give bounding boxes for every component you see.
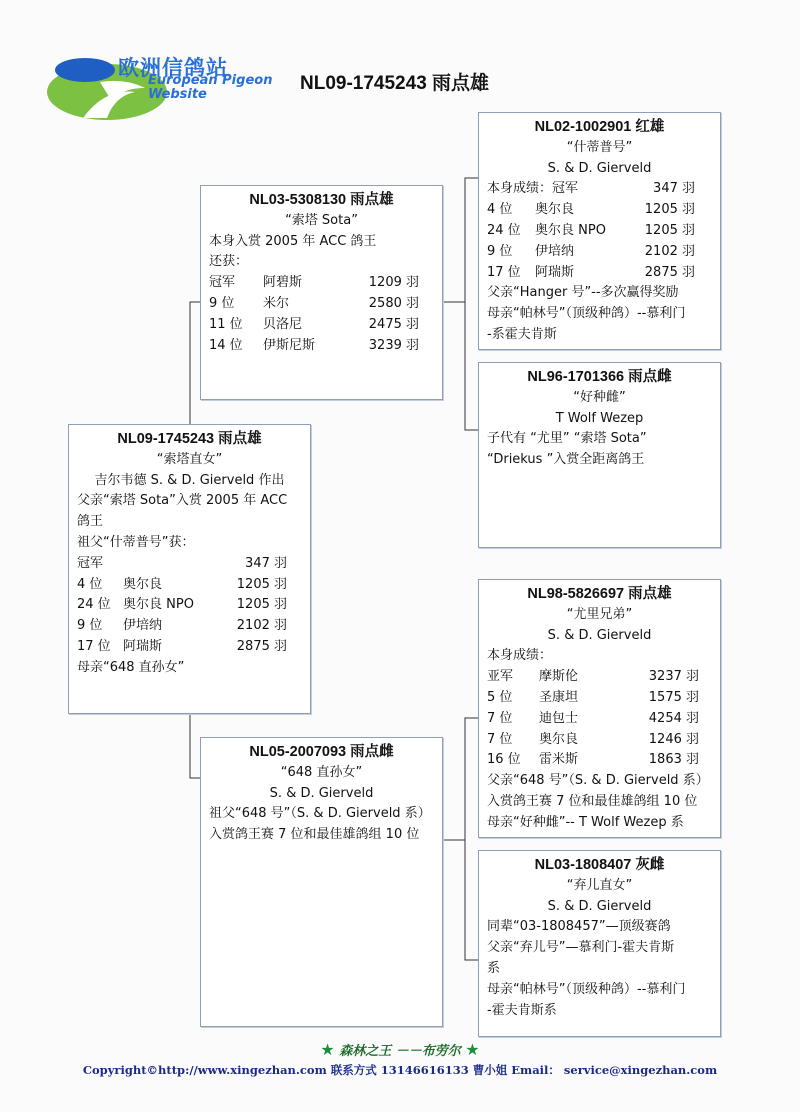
subject-pigeon-card (68, 424, 311, 714)
sire-sire-nickname: “什蒂普号” (566, 139, 633, 155)
page-title: NL09-1745243 雨点雄 (300, 73, 490, 94)
dam-dam-note: 父亲“弃儿号”—慕利门-霍夫肯斯 (487, 940, 675, 956)
result-row: 11 位 贝洛尼 2475 羽 (209, 316, 419, 332)
sire-sire-note: 父亲“Hanger 号”--多次赢得奖励 (487, 285, 679, 301)
dam-sire-note: 父亲“648 号”（S. & D. Gierveld 系） (487, 773, 709, 789)
dam-dam-ring-number: NL03-1808407 灰雌 (534, 857, 665, 873)
result-row: 9 位 伊培纳 2102 羽 (77, 618, 287, 634)
result-row: 7 位 奥尔良 1246 羽 (487, 731, 699, 747)
sire-dam-ring-number: NL96-1701366 雨点雌 (527, 369, 672, 385)
result-row: 17 位 阿瑞斯 2875 羽 (77, 638, 287, 654)
sire-ring-number: NL03-5308130 雨点雄 (249, 192, 394, 208)
result-row: 24 位 奥尔良 NPO 1205 羽 (487, 222, 695, 238)
sire-dam-breeder: T Wolf Wezep (555, 410, 644, 426)
dam-card (200, 737, 443, 1027)
subject-note: 祖父“什蒂普号”获： (77, 534, 195, 550)
result-row: 冠军 阿碧斯 1209 羽 (209, 275, 419, 291)
dam-sire-note: 入赏鸽王赛 7 位和最佳雄鸽组 10 位 (487, 793, 698, 809)
dam-breeder: S. & D. Gierveld (269, 785, 374, 801)
dam-sire-breeder: S. & D. Gierveld (547, 627, 652, 643)
dam-ring-number: NL05-2007093 雨点雌 (249, 744, 394, 760)
logo-cn-text: 欧洲信鸽站 (118, 56, 228, 80)
footer-slogan (0, 1040, 800, 1059)
sire-dam-note: “Driekus ”入赏全距离鸽王 (487, 452, 645, 468)
dam-dam-nickname: “弃儿直女” (566, 877, 633, 893)
result-row: 16 位 雷米斯 1863 羽 (487, 752, 699, 768)
subject-nickname: “索塔直女” (156, 451, 223, 467)
sire-dam-nickname: “好种雌” (573, 389, 626, 405)
result-row: 24 位 奥尔良 NPO 1205 羽 (77, 597, 287, 613)
dam-sire-note: 母亲“好种雌”-- T Wolf Wezep 系 (487, 814, 684, 830)
dam-dam-note: 母亲“帕林号”（顶级种鸽）--慕利门 (487, 981, 686, 997)
sire-sire-note: -系霍夫肯斯 (487, 326, 557, 342)
result-row: 冠军 347 羽 (77, 555, 287, 571)
sire-note: 还获： (209, 254, 249, 270)
dam-dam-card (478, 850, 721, 1037)
dam-sire-ring-number: NL98-5826697 雨点雄 (527, 586, 672, 602)
subject-ring-number: NL09-1745243 雨点雄 (117, 431, 262, 447)
sire-sire-note: 母亲“帕林号”（顶级种鸽）--慕利门 (487, 306, 686, 322)
sire-sire-card (478, 112, 721, 350)
dam-note: 入赏鸽王赛 7 位和最佳雄鸽组 10 位 (209, 827, 420, 843)
sire-note: 本身入赏 2005 年 ACC 鸽王 (209, 233, 377, 249)
dam-nickname: “648 直孙女” (280, 764, 363, 780)
result-row: 4 位 奥尔良 1205 羽 (77, 576, 287, 592)
sire-card (200, 185, 443, 400)
dam-dam-note: 系 (487, 960, 501, 976)
sire-dam-card (478, 362, 721, 548)
sire-dam-note: 子代有 “尤里” “索塔 Sota” (487, 431, 647, 447)
subject-breeder: 吉尔韦德 S. & D. Gierveld 作出 (94, 472, 285, 488)
result-row: 5 位 圣康坦 1575 羽 (487, 689, 699, 705)
result-row: 9 位 米尔 2580 羽 (209, 295, 419, 311)
result-row: 17 位 阿瑞斯 2875 羽 (487, 264, 695, 280)
result-row: 本身成绩：冠军 347 羽 (487, 181, 695, 197)
dam-sire-nickname: “尤里兄弟” (566, 606, 633, 622)
sire-sire-breeder: S. & D. Gierveld (547, 160, 652, 176)
subject-note: 鸽王 (77, 514, 104, 530)
dam-sire-intro: 本身成绩： (487, 648, 553, 664)
slogan-text: 森林之王 －－布劳尔 (339, 1044, 461, 1059)
footer-copyright: Copyright©http://www.xingezhan.com 联系方式 13146616133 曹小姐 Email： service@xingezhan.com (82, 1063, 718, 1077)
sire-sire-ring-number: NL02-1002901 红雄 (534, 119, 665, 135)
result-row: 7 位 迪包士 4254 羽 (487, 710, 699, 726)
star-icon: ★ (320, 1040, 335, 1059)
result-row: 4 位 奥尔良 1205 羽 (487, 202, 695, 218)
star-icon: ★ (465, 1040, 480, 1059)
dam-dam-breeder: S. & D. Gierveld (547, 898, 652, 914)
result-row: 14 位 伊斯尼斯 3239 羽 (209, 337, 419, 353)
subject-dam-note: 母亲“648 直孙女” (77, 659, 185, 675)
result-row: 9 位 伊培纳 2102 羽 (487, 243, 695, 259)
subject-note: 父亲“索塔 Sota”入赏 2005 年 ACC (77, 493, 288, 509)
dam-dam-note: 同辈“03-1808457”—顶级赛鸽 (487, 919, 671, 935)
result-row: 亚军 摩斯伦 3237 羽 (487, 669, 699, 685)
dam-note: 祖父“648 号”（S. & D. Gierveld 系） (209, 806, 431, 822)
dam-sire-card (478, 579, 721, 838)
dam-dam-note: -霍夫肯斯系 (487, 1002, 557, 1018)
logo-en-line-2: Website (148, 87, 207, 102)
logo-en-line-1: European Pigeon (148, 73, 273, 88)
sire-nickname: “索塔 Sota” (285, 212, 358, 228)
